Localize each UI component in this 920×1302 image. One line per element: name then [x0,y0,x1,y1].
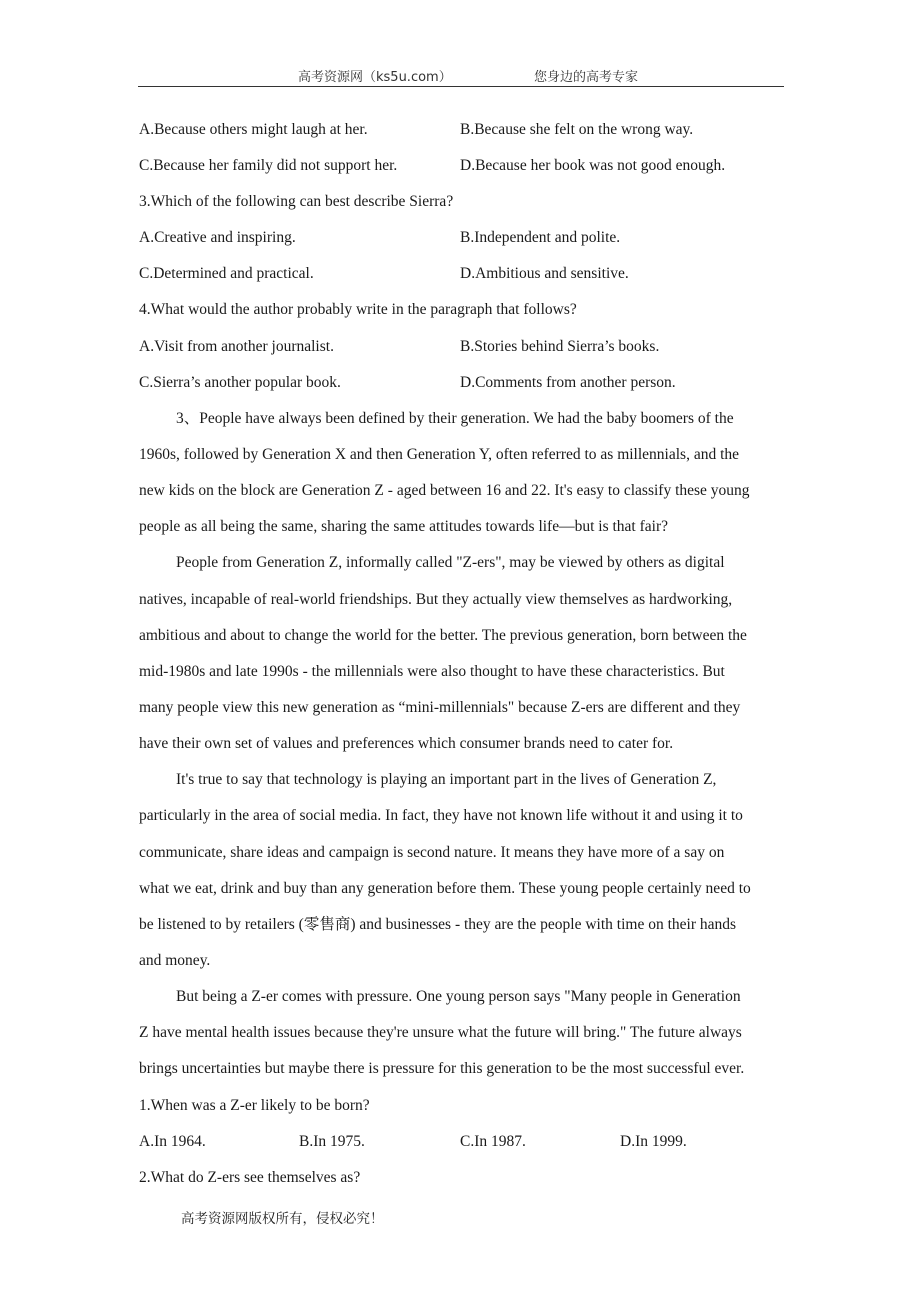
passage-question-2: 2.What do Z-ers see themselves as? [139,1169,361,1186]
passage-line: But being a Z-er comes with pressure. One young person says "Many people in Generation [176,988,741,1005]
q4-option-c: C.Sierra’s another popular book. [139,374,341,391]
pq1-option-b: B.In 1975. [299,1133,365,1150]
passage-line: new kids on the block are Generation Z - aged between 16 and 22. It's easy to classify these young [139,482,750,499]
page-footer: 高考资源网版权所有，侵权必究！ [181,1211,384,1227]
option-c: C.Because her family did not support her. [139,157,398,174]
passage-line: have their own set of values and preferences which consumer brands need to cater for. [139,735,674,752]
passage-line: ambitious and about to change the world for the better. The previous generation, born between the [139,627,747,644]
passage-line: brings uncertainties but maybe there is pressure for this generation to be the most successful ever. [139,1060,745,1077]
option-d: D.Because her book was not good enough. [460,157,726,174]
option-a: A.Because others might laugh at her. [139,121,368,138]
passage-question-1: 1.When was a Z-er likely to be born? [139,1097,370,1114]
passage-line: Z have mental health issues because they're unsure what the future will bring." The future always [139,1024,742,1041]
q4-option-b: B.Stories behind Sierra’s books. [460,338,660,355]
option-b: B.Because she felt on the wrong way. [460,121,694,138]
passage-line: many people view this new generation as “mini-millennials" because Z-ers are different and they [139,699,741,716]
q3-option-b: B.Independent and polite. [460,229,621,246]
q3-option-a: A.Creative and inspiring. [139,229,296,246]
passage-line: It's true to say that technology is playing an important part in the lives of Generation Z, [176,771,717,788]
pq1-option-c: C.In 1987. [460,1133,526,1150]
passage-line: be listened to by retailers (零售商) and businesses - they are the people with time on their hands [139,916,737,933]
passage-line: mid-1980s and late 1990s - the millennials were also thought to have these characteristics. But [139,663,725,680]
pq1-option-d: D.In 1999. [620,1133,687,1150]
passage-line: 1960s, followed by Generation X and then Generation Y, often referred to as millennials, and the [139,446,740,463]
pq1-option-a: A.In 1964. [139,1133,206,1150]
passage-line: 3、People have always been defined by their generation. We had the baby boomers of the [176,410,734,427]
passage-line: People from Generation Z, informally called "Z-ers", may be viewed by others as digital [176,554,725,571]
passage-line: natives, incapable of real-world friendships. But they actually view themselves as hardworking, [139,591,733,608]
question-3: 3.Which of the following can best describe Sierra? [139,193,454,210]
passage-line: particularly in the area of social media. In fact, they have not known life without it and using it to [139,807,743,824]
q3-option-d: D.Ambitious and sensitive. [460,265,629,282]
page-header [138,62,784,87]
header-site-name: 高考资源网（ks5u.com） [298,70,452,85]
passage-line: what we eat, drink and buy than any generation before them. These young people certainly need to [139,880,751,897]
q4-option-d: D.Comments from another person. [460,374,676,391]
passage-line: people as all being the same, sharing the same attitudes towards life—but is that fair? [139,518,668,535]
passage-line: communicate, share ideas and campaign is second nature. It means they have more of a say on [139,844,725,861]
question-4: 4.What would the author probably write in the paragraph that follows? [139,301,577,318]
header-slogan: 您身边的高考专家 [534,70,639,85]
passage-line: and money. [139,952,211,969]
q4-option-a: A.Visit from another journalist. [139,338,334,355]
q3-option-c: C.Determined and practical. [139,265,314,282]
